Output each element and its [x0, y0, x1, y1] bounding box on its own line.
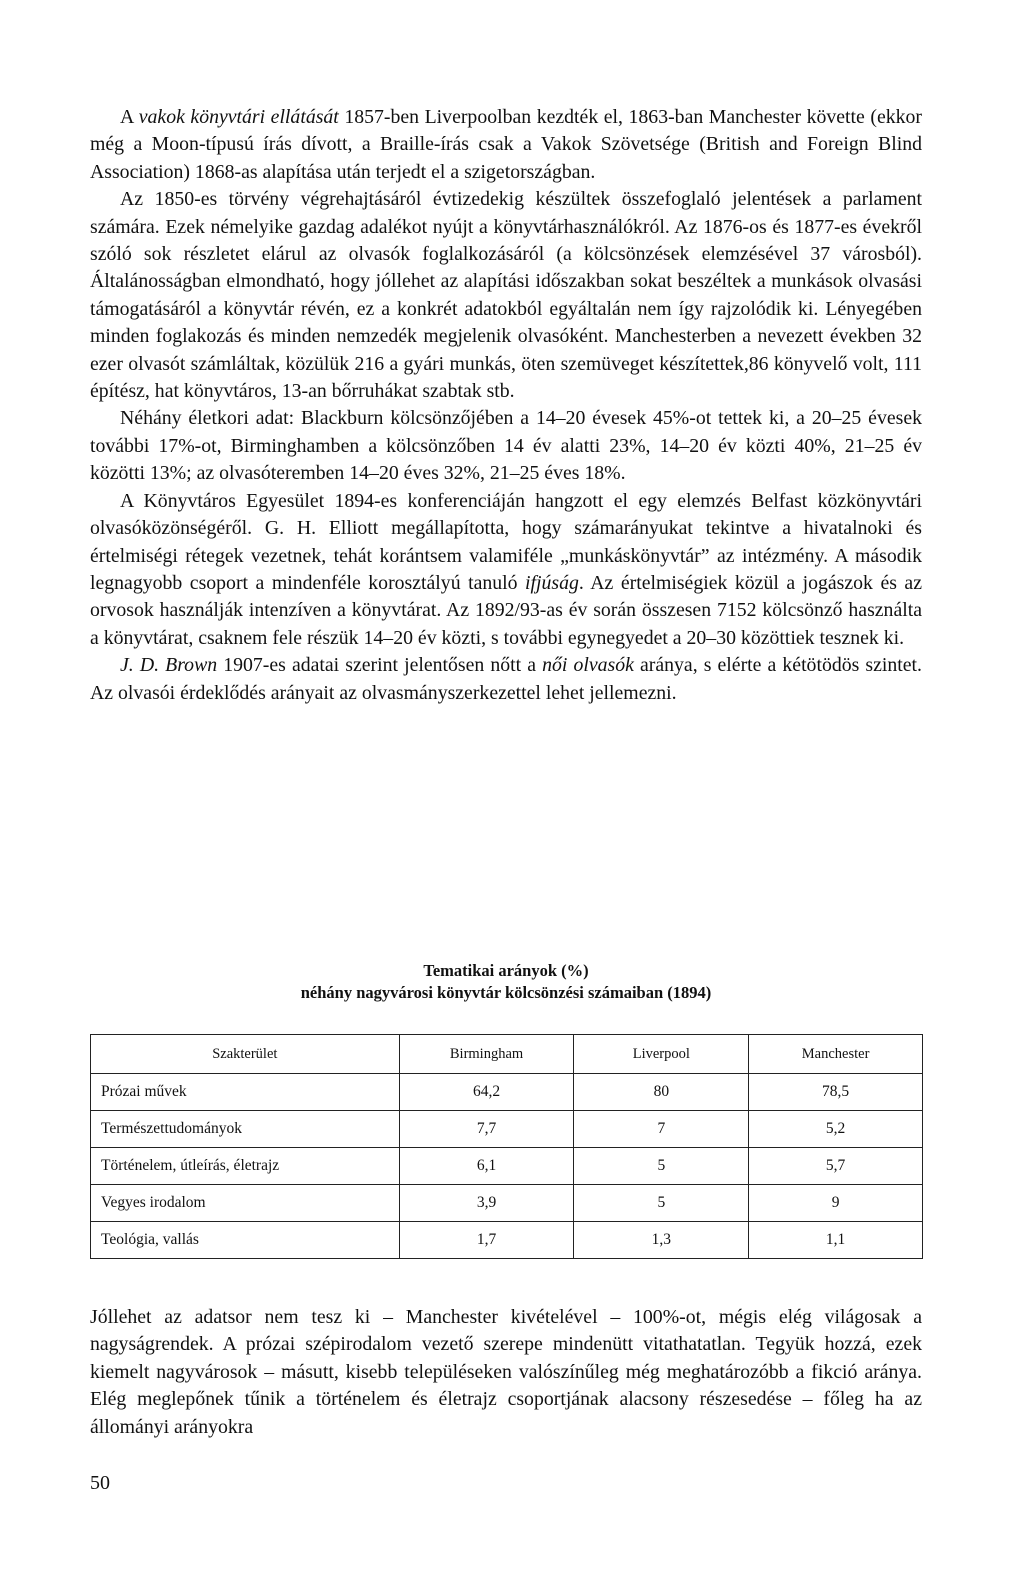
table-cell: 5,2	[749, 1111, 923, 1148]
paragraph	[90, 186, 922, 405]
table-cell: Történelem, útleírás, életrajz	[91, 1148, 400, 1185]
column-header: Szakterület	[91, 1035, 400, 1074]
table-cell: Teológia, vallás	[91, 1222, 400, 1259]
table-cell: Természettudományok	[91, 1111, 400, 1148]
statistics-table	[90, 1034, 923, 1259]
table-cell: Vegyes irodalom	[91, 1185, 400, 1222]
table-cell: 78,5	[749, 1074, 923, 1111]
paragraph	[90, 652, 922, 707]
table-row	[91, 1074, 923, 1111]
table-title	[90, 960, 922, 1004]
text-run: 1907-es adatai szerint jelentősen nőtt a	[217, 654, 543, 677]
italic-run: vakok könyvtári ellátását	[138, 106, 339, 128]
table-subtitle-line: néhány nagyvárosi könyvtár kölcsönzési számaiban (1894)	[300, 983, 712, 1002]
body-text	[90, 104, 922, 707]
table-cell: 3,9	[399, 1185, 574, 1222]
text-run: aránya, s elérte a kétötödös szintet. Az olvasói érdeklődés arányait az olvasmányszerkezettel lehet jellemezni.	[90, 654, 922, 704]
table-row	[91, 1111, 923, 1148]
italic-run: női olvasók	[542, 654, 634, 677]
table-cell: 6,1	[399, 1148, 574, 1185]
text-run: 1857-ben Liverpoolban kezdték el, 1863-ban Manchester követte (ekkor még a Moon-típusú írás dívott, a Braille-írás csak a Vakok Szövetsége (British and Foreign Blind Association) 1868-as alapítása után terjedt el a szigetországban.	[90, 106, 922, 183]
table-cell: 5	[574, 1185, 749, 1222]
text-run: A	[120, 106, 139, 128]
column-header: Liverpool	[574, 1035, 749, 1074]
table-row	[91, 1222, 923, 1259]
table-cell: 7	[574, 1111, 749, 1148]
italic-run: ifjúság	[525, 571, 579, 594]
table-cell: 80	[574, 1074, 749, 1111]
paragraph	[90, 104, 922, 186]
table-cell: Prózai művek	[91, 1074, 400, 1111]
column-header: Birmingham	[399, 1035, 574, 1074]
table-cell: 1,7	[399, 1222, 574, 1259]
text-run: . Az értelmiségiek közül a jogászok és az orvosok használják intenzíven a könyvtárat. Az 1892/93-as év során összesen 7152 kölcsönző használta a könyvtárat, csaknem fele részük 14–20 év közti, s további egynegyedet a 20–30 közöttiek tesznek ki.	[90, 571, 922, 649]
table-row	[91, 1185, 923, 1222]
table-cell: 64,2	[399, 1074, 574, 1111]
paragraph	[90, 488, 922, 652]
paragraph: Jóllehet az adatsor nem tesz ki – Manchester kivételével – 100%-ot, mégis elég világosak a nagyságrendek. A prózai szépirodalom vezető szerepe mindenütt vitathatatlan. Tegyük hozzá, ezek kiemelt nagyvárosok – másutt, kisebb településeken valószínűleg még meghatározóbb a fikció aránya. Elég meglepőnek tűnik a történelem és életrajz csoportjának alacsony részesedése – főleg ha az állományi arányokra	[90, 1306, 922, 1438]
table-row	[91, 1148, 923, 1185]
table-title-line: Tematikai arányok (%)	[423, 961, 589, 980]
text-run: Néhány életkori adat: Blackburn kölcsönzőjében a 14–20 évesek 45%-ot tettek ki, a 20–25 évesek további 17%-ot, Birminghamben a kölcsönzőben 14 év alatti 23%, 14–20 év közti 40%, 21–25 év közötti 13%; az olvasóteremben 14–20 éves 32%, 21–25 éves 18%.	[90, 407, 922, 485]
table-header-row	[91, 1035, 923, 1074]
body-text-continued	[90, 1304, 922, 1441]
table-cell: 5	[574, 1148, 749, 1185]
table-cell: 5,7	[749, 1148, 923, 1185]
page-number: 50	[90, 1472, 110, 1494]
italic-run: J. D. Brown	[120, 654, 218, 677]
text-run: Az 1850-es törvény végrehajtásáról évtizedekig készültek összefoglaló jelentések a parlament számára. Ezek némelyike gazdag adalékot nyújt a könyvtárhasználókról. Az 1876-os és 1877-es évekről szóló sok részletet elárul az olvasók foglalkozásáról (a kölcsönzések elemzésével 37 városból). Általánosságban elmondható, hogy jóllehet az alapítási időszakban sokat beszéltek a munkások olvasási támogatásáról a könyvtár révén, ez a konkrét adatokból egyáltalán nem így rajzolódik ki. Lényegében minden foglakozás és minden nemzedék megjelenik olvasóként. Manchesterben a nevezett években 32 ezer olvasót számláltak, közülük 216 a gyári munkás, öten szemüveget készítettek,86 könyvelő volt, 111 építész, hat könyvtáros, 13-an bőrruhákat szabtak stb.	[90, 188, 922, 403]
column-header: Manchester	[749, 1035, 923, 1074]
paragraph	[90, 405, 922, 487]
table-cell: 7,7	[399, 1111, 574, 1148]
table-cell: 1,3	[574, 1222, 749, 1259]
table-cell: 9	[749, 1185, 923, 1222]
table-cell: 1,1	[749, 1222, 923, 1259]
text-run: A Könyvtáros Egyesület 1894-es konferenciáján hangzott el egy elemzés Belfast közkönyvtári olvasóközönségéről. G. H. Elliott megállapította, hogy számarányukat tekintve a hivatalnoki és értelmiségi rétegek vezetnek, tehát korántsem valamiféle „munkáskönyvtár” az intézmény. A második legnagyobb csoport a mindenféle korosztályú tanuló	[90, 489, 922, 594]
